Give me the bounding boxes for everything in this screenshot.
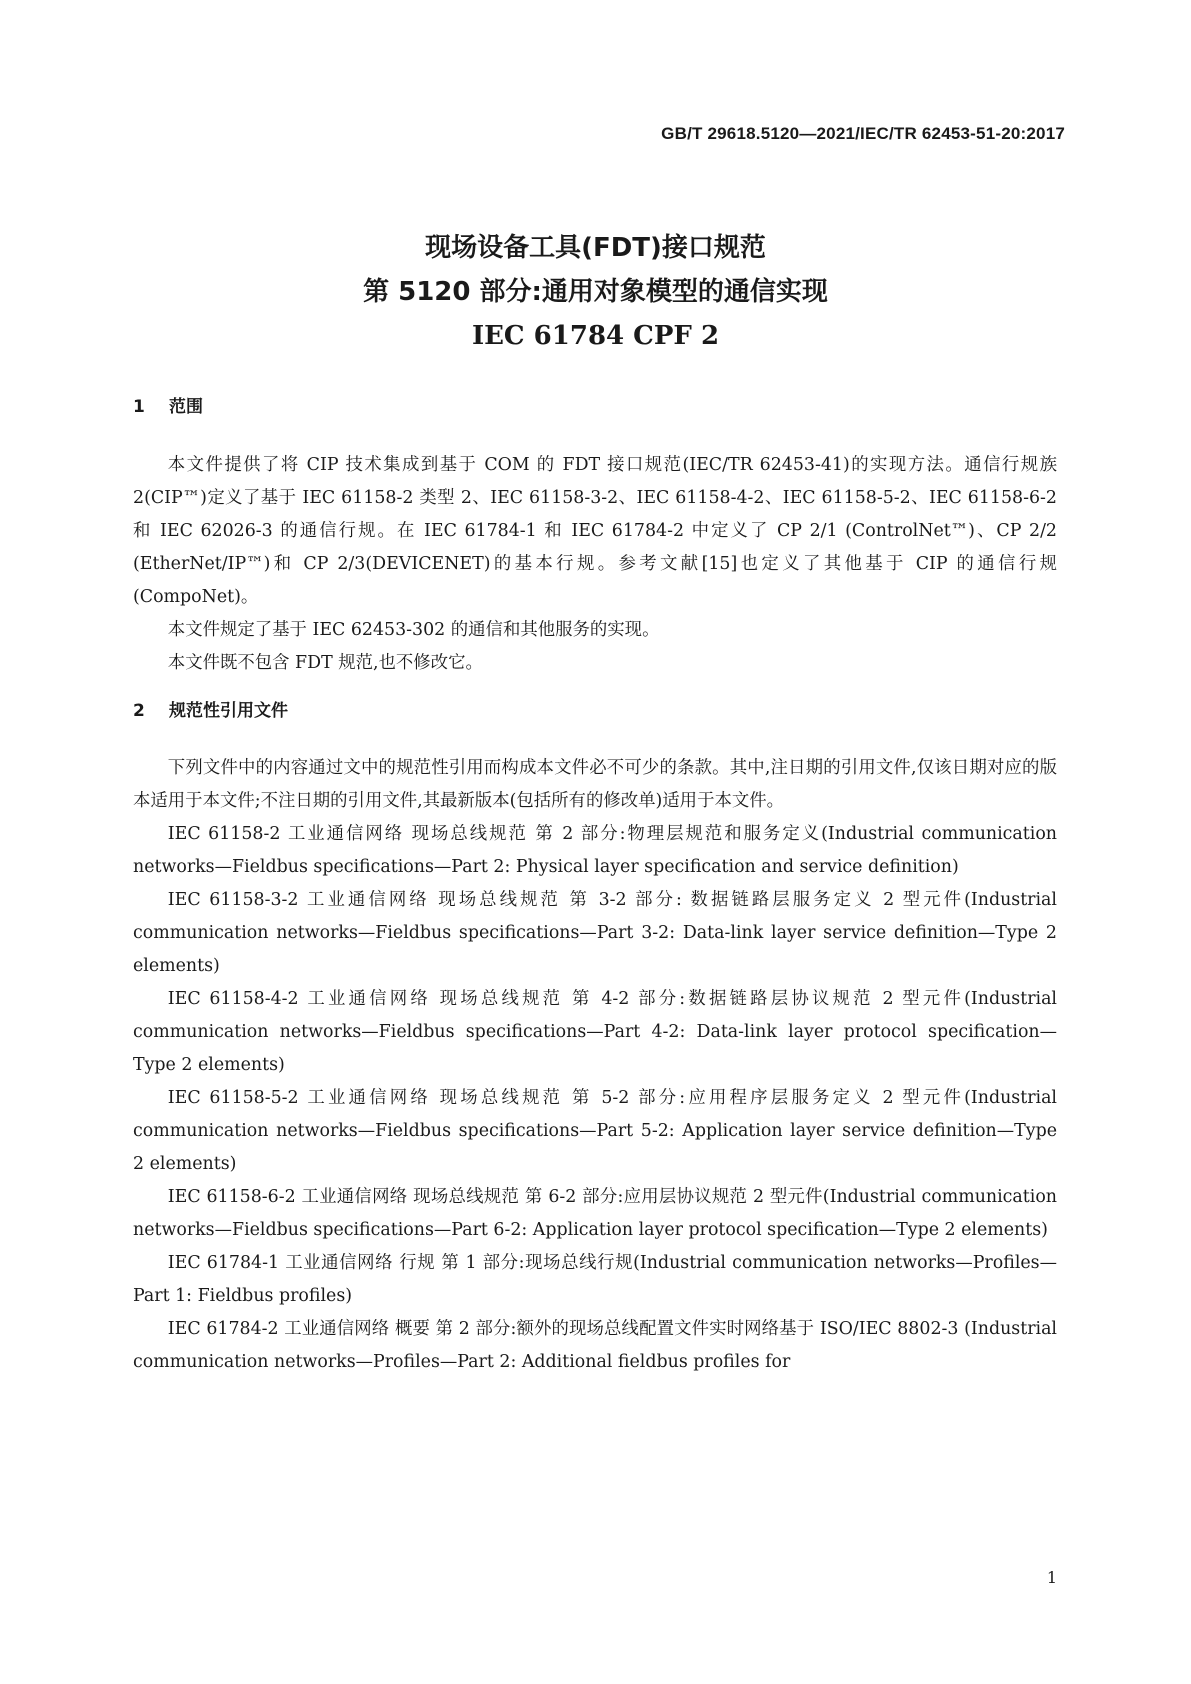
reference-iec-61158-4-2: IEC 61158-4-2 工业通信网络 现场总线规范 第 4-2 部分:数据链路层协议规范 2 型元件(Industrial communication networks—Fieldbus specifications—Part 4-2: Data-link layer protocol specification—Type 2 elements) (133, 989, 1057, 1075)
section-1-heading (133, 392, 203, 417)
title-line-1: 现场设备工具(FDT)接口规范 (425, 233, 766, 263)
document-title (0, 226, 1191, 358)
scope-paragraph-3: 本文件既不包含 FDT 规范,也不修改它。 (167, 653, 483, 673)
normative-intro-paragraph: 下列文件中的内容通过文中的规范性引用而构成本文件必不可少的条款。其中,注日期的引用文件,仅该日期对应的版本适用于本文件;不注日期的引用文件,其最新版本(包括所有的修改单)适用于本文件。 (133, 758, 1057, 811)
reference-iec-61158-5-2: IEC 61158-5-2 工业通信网络 现场总线规范 第 5-2 部分:应用程序层服务定义 2 型元件(Industrial communication networks—Fieldbus specifications—Part 5-2: Application layer service definition—Type 2 elements) (133, 1088, 1057, 1174)
reference-iec-61158-3-2: IEC 61158-3-2 工业通信网络 现场总线规范 第 3-2 部分: 数据链路层服务定义 2 型元件(Industrial communication networks—Fieldbus specifications—Part 3-2: Data-link layer service definition—Type 2 elements) (133, 890, 1057, 976)
reference-iec-61784-2: IEC 61784-2 工业通信网络 概要 第 2 部分:额外的现场总线配置文件实时网络基于 ISO/IEC 8802-3 (Industrial communication networks—Profiles—Part 2: Additional fieldbus profiles for (133, 1319, 1057, 1372)
scope-paragraph-1: 本文件提供了将 CIP 技术集成到基于 COM 的 FDT 接口规范(IEC/TR 62453-41)的实现方法。通信行规族 2(CIP™)定义了基于 IEC 61158-2 类型 2、IEC 61158-3-2、IEC 61158-4-2、IEC 61158-5-2、IEC 61158-6-2 和 IEC 62026-3 的通信行规。在 IEC 61784-1 和 IEC 61784-2 中定义了 CP 2/1 (ControlNet™)、CP 2/2 (EtherNet/IP™)和 CP 2/3(DEVICENET)的基本行规。参考文献[15]也定义了其他基于 CIP 的通信行规(CompoNet)。 (133, 455, 1057, 607)
reference-iec-61158-6-2: IEC 61158-6-2 工业通信网络 现场总线规范 第 6-2 部分:应用层协议规范 2 型元件(Industrial communication networks—Fieldbus specifications—Part 6-2: Application layer protocol specification—Type 2 elements) (133, 1187, 1057, 1240)
section-1-title: 范围 (169, 397, 203, 417)
standard-number-header: GB/T 29618.5120—2021/IEC/TR 62453-51-20:2017 (661, 124, 1065, 143)
section-1-number: 1 (133, 397, 145, 417)
page-number: 1 (1046, 1568, 1057, 1587)
section-2-title: 规范性引用文件 (169, 701, 288, 721)
reference-iec-61158-2: IEC 61158-2 工业通信网络 现场总线规范 第 2 部分:物理层规范和服务定义(Industrial communication networks—Fieldbus specifications—Part 2: Physical layer specification and service definition) (133, 824, 1057, 877)
section-1-body (133, 449, 1057, 680)
reference-iec-61784-1: IEC 61784-1 工业通信网络 行规 第 1 部分:现场总线行规(Industrial communication networks—Profiles—Part 1: Fieldbus profiles) (133, 1253, 1057, 1306)
title-line-3: IEC 61784 CPF 2 (471, 321, 720, 351)
section-2-heading (133, 696, 288, 721)
scope-paragraph-2: 本文件规定了基于 IEC 62453-302 的通信和其他服务的实现。 (167, 620, 660, 640)
section-2-body (133, 752, 1057, 1379)
section-2-number: 2 (133, 701, 145, 721)
title-line-2: 第 5120 部分:通用对象模型的通信实现 (363, 277, 828, 307)
